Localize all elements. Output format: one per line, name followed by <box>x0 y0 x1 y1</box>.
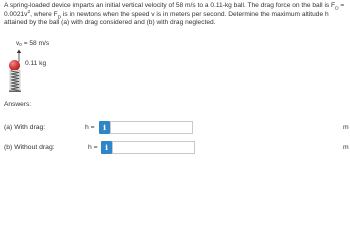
answer-input-b[interactable] <box>112 141 195 154</box>
problem-text-2: = 0.0021v <box>4 2 345 18</box>
answer-input-a[interactable] <box>110 121 193 134</box>
figure <box>0 0 350 110</box>
subscript-d: D <box>335 6 339 12</box>
unit-label-a: m <box>343 124 349 131</box>
h-label-b: h = <box>88 144 98 151</box>
problem-text-1: A spring-loaded device imparts an initial vertical velocity of 58 m/s to a 0.11-kg ball. The drag force on the ball is F <box>4 2 336 9</box>
v0-symbol: v <box>16 40 20 47</box>
mass-label: 0.11 kg <box>25 60 47 67</box>
v0-subscript: 0 <box>19 42 22 47</box>
info-icon[interactable]: i <box>101 141 112 154</box>
part-a-label: (a) With drag: <box>4 124 46 131</box>
v0-value: = 58 m/s <box>21 40 50 47</box>
initial-velocity-label <box>16 40 49 47</box>
answers-heading: Answers: <box>4 101 32 108</box>
problem-text-4: is in newtons when the speed v is in meters per second. Determine the maximum altitude h attained by the ball (a) with drag considered and (b) with drag neglected. <box>4 10 329 27</box>
info-icon[interactable]: i <box>99 121 110 134</box>
subscript-d-2: D <box>57 14 62 20</box>
superscript-2: 2 <box>27 9 31 15</box>
spring-icon <box>9 70 21 92</box>
answer-row-b <box>4 141 349 155</box>
h-label-a: h = <box>85 124 95 131</box>
unit-label-b: m <box>343 144 349 151</box>
part-b-label: (b) Without drag: <box>4 144 55 151</box>
answer-row-a <box>4 121 349 135</box>
problem-text-3: , where F <box>30 10 58 18</box>
